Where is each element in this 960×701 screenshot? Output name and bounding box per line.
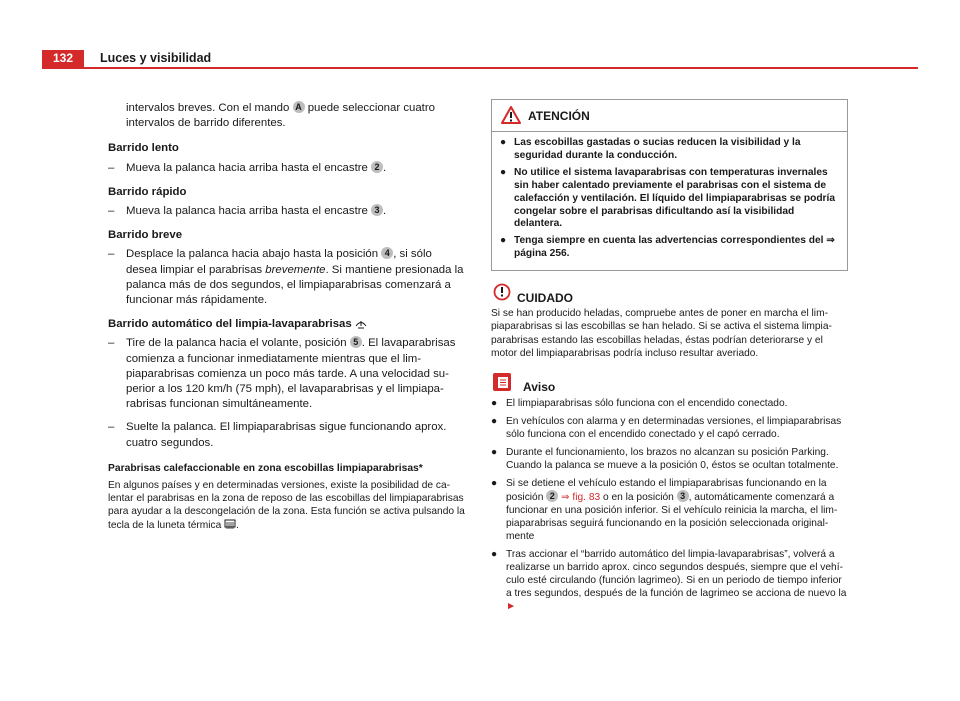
wiper-washer-icon	[355, 317, 367, 329]
chapter-title: Luces y visibilidad	[100, 51, 212, 65]
continue-arrow-icon: ►	[506, 600, 517, 612]
position-marker: 3	[371, 204, 383, 216]
figure-reference-link[interactable]: ⇒ fig. 83	[558, 492, 601, 504]
page-number: 132	[42, 50, 84, 67]
intro-paragraph: intervalos breves. Con el mando A puede seleccionar cuatro intervalos de barrido diferentes.	[126, 102, 435, 130]
caution-icon	[493, 283, 511, 301]
left-column	[108, 101, 466, 532]
note-item: ● Tras accionar el “barrido automático del limpia-lavaparabrisas”, volverá a realizarse un barrido aprox. cinco segundos después, siempre que el vehículo esté circulando (función lagrimeo). Si en un periodo de tiempo inferior a tres segundos, después de la función de lagrimeo se acciona de nuevo la ►	[491, 549, 847, 612]
note-title: Aviso	[523, 379, 556, 394]
caution-title: CUIDADO	[517, 291, 573, 306]
note-item: ● Durante el funcionamiento, los brazos no alcanzan su posición Parking. Cuando la palanca se mueve a la posición 0, éstos se ocultan totalmente.	[491, 446, 839, 471]
step-item: – Desplace la palanca hacia abajo hasta la posición 4 , si sólo desea limpiar el parabrisas brevemente. Si mantiene presionada la palanca más de dos segundos, el limpiaparabrisas comenzará a funcionar más rápidamente.	[108, 247, 466, 308]
step-item: – Mueva la palanca hacia arriba hasta el encastre 2 .	[108, 161, 466, 176]
heading-barrido-lento: Barrido lento	[108, 142, 179, 155]
marker-a: A	[293, 101, 305, 113]
heading-parabrisas-calefaccionable: Parabrisas calefaccionable en zona escobillas limpiaparabrisas*	[108, 462, 423, 474]
position-marker: 3	[677, 490, 689, 502]
warning-body	[492, 132, 847, 270]
note-item: ● El limpiaparabrisas sólo funciona con el encendido conectado.	[491, 397, 788, 409]
heading-barrido-rapido: Barrido rápido	[108, 185, 187, 198]
rear-window-heater-icon	[224, 519, 236, 530]
note-item: ● En vehículos con alarma y en determinadas versiones, el limpiaparabrisas sólo funciona con el encendido conectado y el capó cerrado.	[491, 415, 842, 440]
caution-section	[491, 287, 848, 360]
warning-item: ● Tenga siempre en cuenta las advertencias correspondientes del ⇒ página 256.	[500, 235, 835, 260]
note-section	[491, 374, 848, 614]
header-rule	[42, 67, 918, 69]
caution-text: Si se han producido heladas, compruebe antes de poner en marcha el limpiaparabrisas si las escobillas se han helado. Si se activa el sistema limpiaparabrisas estando las escobillas heladas, éstas podrían deteriorarse y el motor del limpiaparabrisas podría incluso resultar averiado.	[491, 308, 832, 359]
right-column	[491, 99, 848, 619]
warning-title: ATENCIÓN	[528, 109, 590, 123]
heated-windscreen-text: En algunos países y en determinadas versiones, existe la posibilidad de calentar el parabrisas en la zona de reposo de las escobillas del limpiaparabrisas para ayudar a la descongelación de la zona. Esta función se activa pulsando la tecla de la luneta térmica .	[108, 480, 465, 531]
heading-barrido-automatico: Barrido automático del limpia-lavaparabrisas	[108, 317, 466, 332]
step-item: – Suelte la palanca. El limpiaparabrisas sigue funcionando aprox. cuatro segundos.	[108, 420, 466, 450]
warning-triangle-icon	[501, 106, 521, 124]
info-note-icon	[491, 371, 513, 393]
position-marker: 2	[371, 161, 383, 173]
page-header	[0, 0, 960, 70]
note-item: ● Si se detiene el vehículo estando el limpiaparabrisas funcionando en la posición 2 ⇒ fig. 83 o en la posición 3 , automáticamente comenzará a funcionar en una posición inferior. Si el vehículo reinicia la marcha, el limpiaparabrisas seguirá funcionando en la posición seleccionada originalmente	[491, 477, 838, 543]
step-item: – Tire de la palanca hacia el volante, posición 5 . El lavaparabrisas comienza a funcionar inmediatamente mientras que el limpiaparabrisas comienza un poco más tarde. A una velocidad superior a los 120 km/h (75 mph), el lavaparabrisas y el limpiaparabrisas funcionan simultáneamente.	[108, 336, 466, 412]
warning-item: ● Las escobillas gastadas o sucias reducen la visibilidad y la seguridad durante la conducción.	[500, 137, 801, 161]
position-marker: 5	[350, 336, 362, 348]
warning-item: ● No utilice el sistema lavaparabrisas con temperaturas invernales sin haber calentado previamente el parabrisas con el sistema de calefacción y ventilación. El líquido del limpiaparabrisas se podría congelar sobre el parabrisas dificultando así la visibilidad delantera.	[500, 166, 836, 230]
warning-box	[491, 99, 848, 271]
position-marker: 4	[381, 247, 393, 259]
step-item: – Mueva la palanca hacia arriba hasta el encastre 3 .	[108, 204, 466, 219]
heading-barrido-breve: Barrido breve	[108, 229, 183, 242]
page-reference-link[interactable]: ⇒ página 256.	[514, 235, 835, 260]
warning-header	[492, 100, 847, 132]
position-marker: 2	[546, 490, 558, 502]
